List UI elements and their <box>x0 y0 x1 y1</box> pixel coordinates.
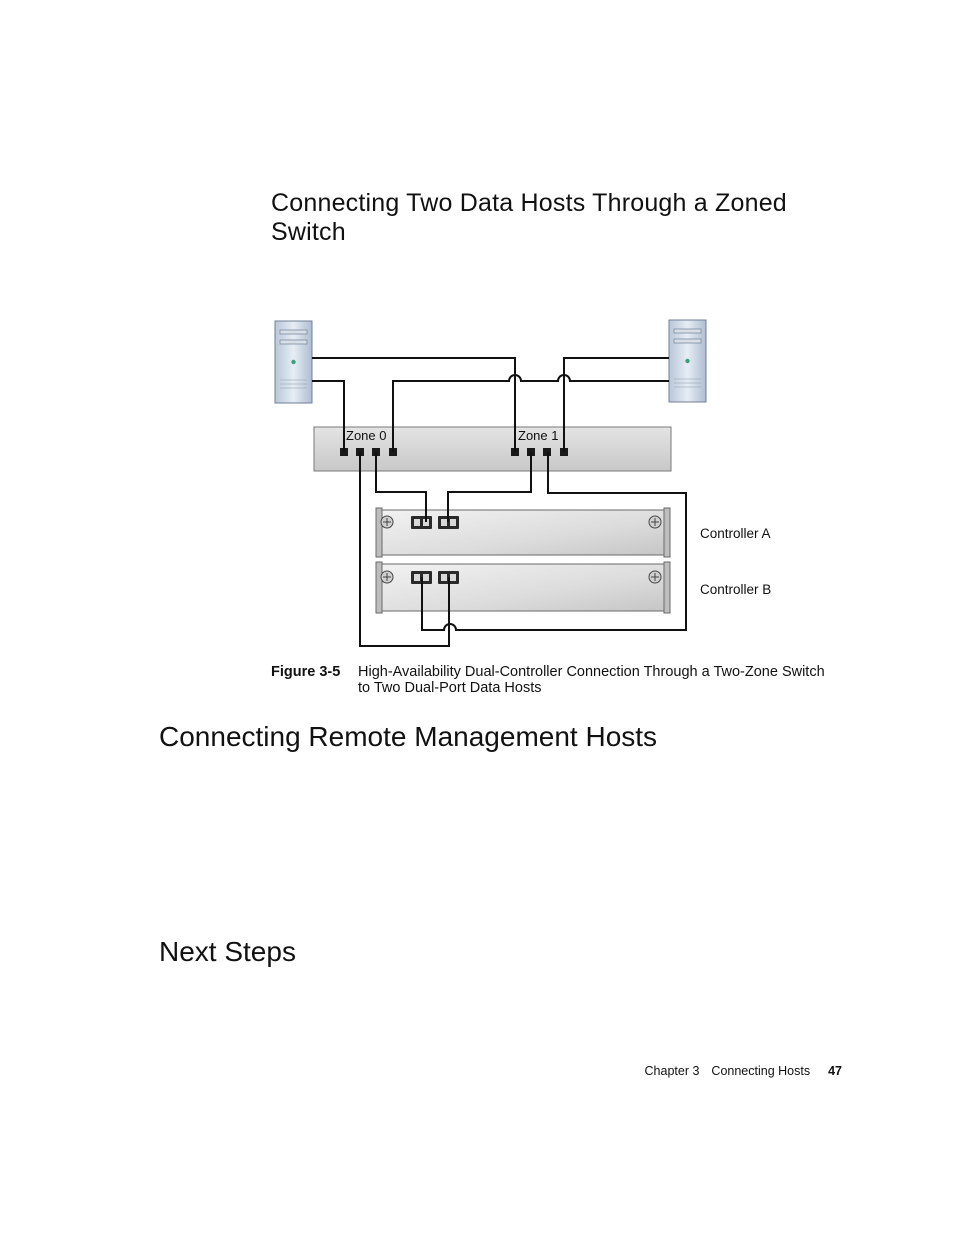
controller-a-module <box>376 508 670 557</box>
figure-caption-text: High-Availability Dual-Controller Connection Through a Two-Zone Switch to Two Dual-Port Data Hosts <box>358 664 825 696</box>
zone-1-label: Zone 1 <box>518 428 559 443</box>
zone-0-label: Zone 0 <box>346 428 387 443</box>
page-number: 47 <box>828 1064 842 1078</box>
left-host-server <box>275 321 312 403</box>
heading-remote-management: Connecting Remote Management Hosts <box>159 721 658 752</box>
section-title: Connecting Two Data Hosts Through a Zoned Switch <box>271 189 787 246</box>
controller-b-label: Controller B <box>700 582 772 597</box>
right-host-server <box>669 320 706 402</box>
controller-b-module <box>376 562 670 613</box>
figure-number: Figure 3-5 <box>271 664 341 680</box>
heading-next-steps: Next Steps <box>159 936 296 967</box>
footer-chapter: Chapter 3 <box>644 1064 700 1078</box>
footer-chapter-title: Connecting Hosts <box>711 1064 811 1078</box>
page-footer <box>560 1064 842 1079</box>
zoned-switch <box>314 427 671 471</box>
controller-a-label: Controller A <box>700 526 771 541</box>
